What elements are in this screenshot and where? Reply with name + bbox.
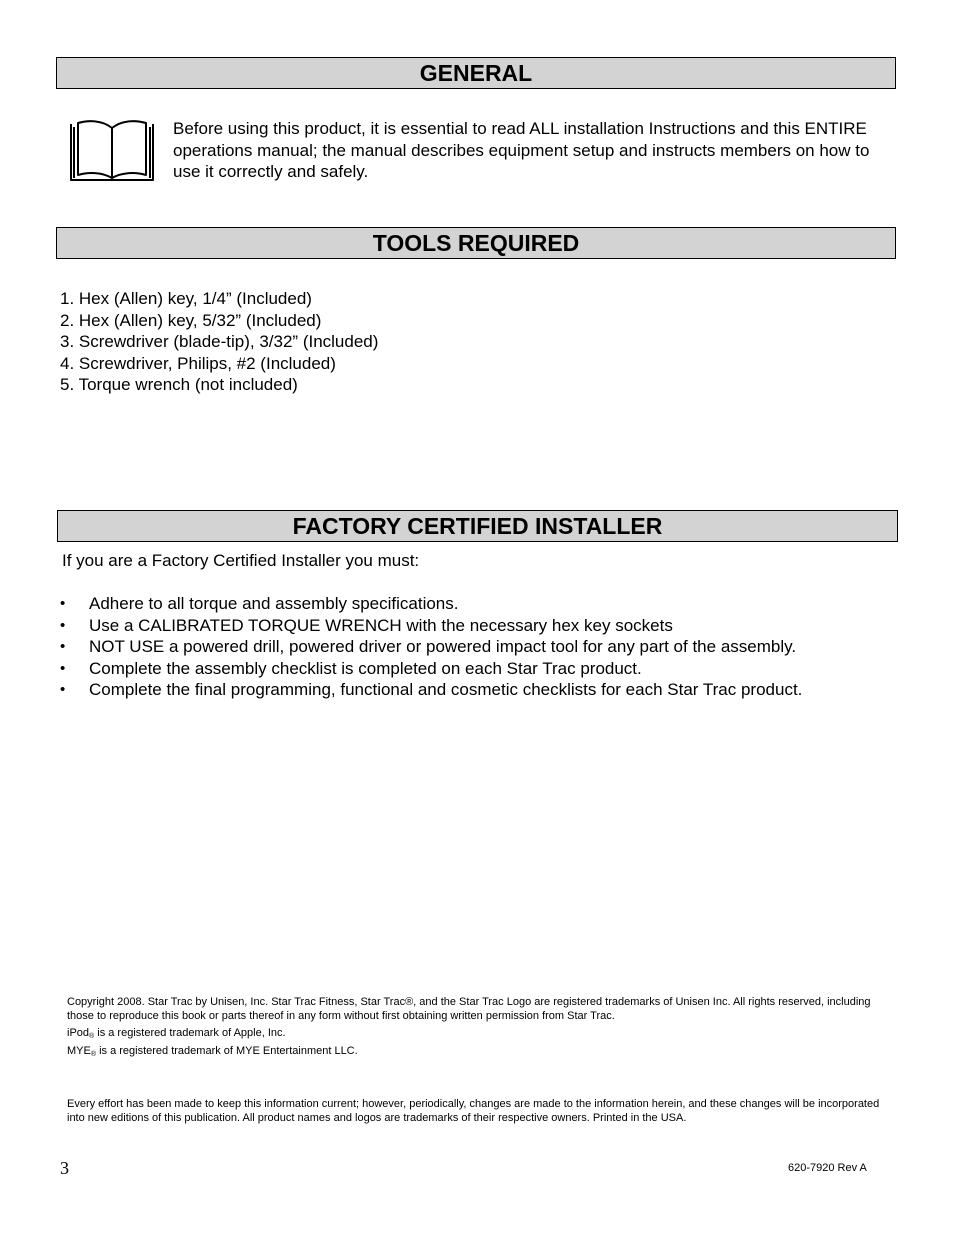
ipod-trademark-notice [67, 1026, 897, 1044]
mye-trademark-text: is a registered trademark of MYE Entertainment LLC. [96, 1045, 358, 1057]
list-item [60, 658, 802, 680]
general-intro-text: Before using this product, it is essential to read ALL installation Instructions and this ENTIRE operations manual; the manual describes equipment setup and instructs members on how to use it correctly and safely. [173, 119, 870, 181]
bullet-glyph: • [60, 638, 66, 655]
bullet-text: Use a CALIBRATED TORQUE WRENCH with the necessary hex key sockets [89, 615, 673, 635]
tool-item: 4. Screwdriver, Philips, #2 (Included) [60, 353, 336, 373]
copyright-notice: Copyright 2008. Star Trac by Unisen, Inc. Star Trac Fitness, Star Trac®, and the Star Trac Logo are registered trademarks of Unisen Inc. All rights reserved, including those to reproduce this book or parts thereof in any form without first obtaining written permission from Star Trac. [67, 996, 871, 1022]
open-book-icon [68, 118, 156, 182]
list-item [60, 615, 802, 637]
tool-item: 3. Screwdriver (blade-tip), 3/32” (Included) [60, 332, 379, 351]
tools-required-heading: TOOLS REQUIRED [56, 227, 896, 259]
bullet-glyph: • [60, 659, 66, 677]
factory-certified-installer-heading: FACTORY CERTIFIED INSTALLER [57, 510, 898, 542]
bullet-glyph: • [60, 616, 66, 634]
tools-list [60, 288, 378, 396]
mye-name: MYE [67, 1045, 91, 1057]
ipod-name: iPod [67, 1027, 90, 1039]
tool-item: 1. Hex (Allen) key, 1/4” (Included) [60, 289, 312, 308]
disclaimer-notice: Every effort has been made to keep this information current; however, periodically, changes are made to the information herein, and these changes will be incorporated into new editions of this publication. All product names and logos are trademarks of their respective owners. Printed in the USA. [67, 1098, 880, 1124]
installer-intro-text: If you are a Factory Certified Installer you must: [62, 551, 420, 570]
list-item [60, 593, 802, 615]
installer-requirements-list [60, 593, 802, 701]
bullet-text: NOT USE a powered drill, powered driver or powered impact tool for any part of the assembly. [89, 637, 797, 656]
document-number: 620-7920 Rev A [788, 1162, 867, 1174]
tool-item: 2. Hex (Allen) key, 5/32” (Included) [60, 310, 322, 330]
registered-mark: ® [89, 1033, 95, 1040]
list-item [60, 679, 802, 701]
registered-mark: ® [90, 1051, 97, 1058]
ipod-trademark-text: is a registered trademark of Apple, Inc. [94, 1027, 286, 1039]
bullet-text: Adhere to all torque and assembly specifications. [89, 594, 459, 613]
bullet-text: Complete the assembly checklist is completed on each Star Trac product. [89, 658, 642, 678]
bullet-glyph: • [60, 595, 66, 612]
bullet-glyph: • [60, 681, 66, 698]
general-heading: GENERAL [56, 57, 896, 89]
page-number: 3 [60, 1158, 69, 1178]
tool-item: 5. Torque wrench (not included) [60, 375, 298, 394]
bullet-text: Complete the final programming, functional and cosmetic checklists for each Star Trac product. [89, 680, 803, 699]
mye-trademark-notice [67, 1044, 897, 1062]
list-item [60, 636, 802, 658]
